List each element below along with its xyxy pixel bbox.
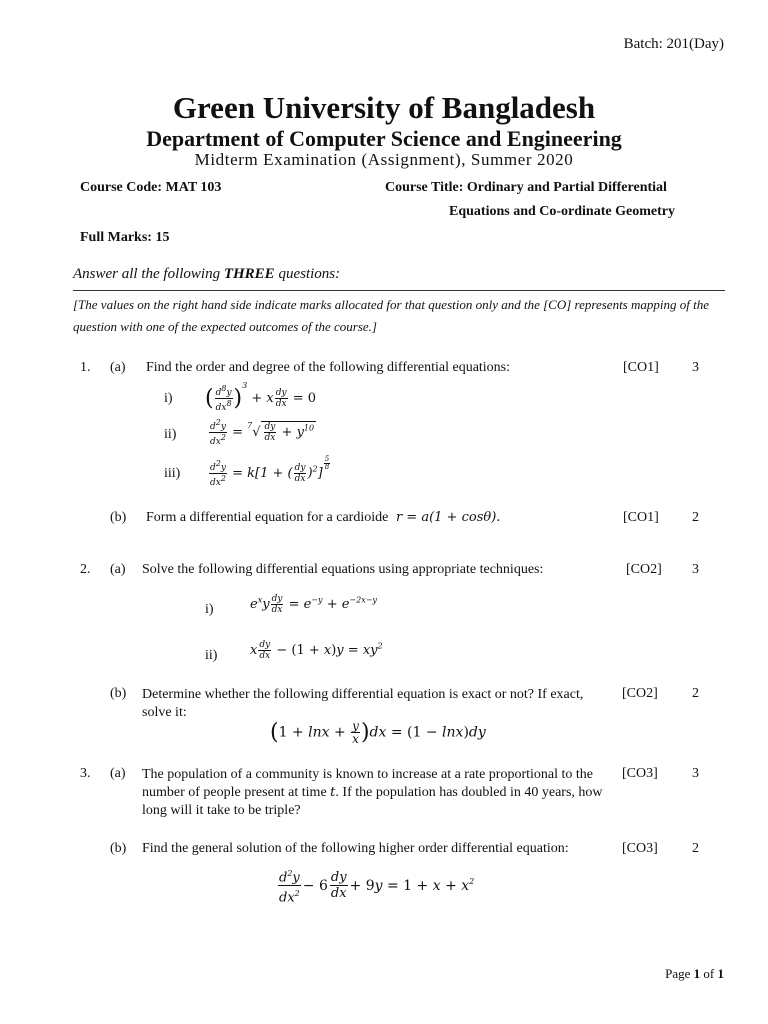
q3a-marks: 3 [692,766,699,781]
q1-number: 1. [80,360,91,375]
course-title-line1: Course Title: Ordinary and Partial Differential [385,180,667,195]
q3a-co: [CO3] [622,766,658,781]
q2b-label: (b) [110,686,127,701]
q1a-eq-iii: $\frac{d^2y}{dx^2}$ = k[1 + ( $\frac{dy}{dx}$ )$^2$] $\frac{5}{8}$ [210,455,330,488]
q1a-item-iii: iii) [164,466,181,481]
q2b-eq: (1 + lnx + $\frac{y}{x}$ )dx = (1 − lnx)dy [270,719,486,746]
q3b-text: Find the general solution of the following higher order differential equation: [142,841,569,856]
q3b-label: (b) [110,841,127,856]
q2b-co: [CO2] [622,686,658,701]
q2a-item-i: i) [205,602,214,617]
q1b-co: [CO1] [623,510,659,525]
q2a-co: [CO2] [626,562,662,577]
q2a-text: Solve the following differential equations using appropriate techniques: [142,562,544,577]
department-title: Department of Computer Science and Engineering [146,126,622,151]
page-number: Page 1 of 1 [665,966,724,981]
marks-note: [The values on the right hand side indicate marks allocated for that question only and the [CO] represents mapping of the question with one of the expected outcomes of the course.] [73,297,709,334]
q1b-text-wrap [146,510,500,526]
q1a-item-i: i) [164,391,173,406]
q2b-marks: 2 [692,686,699,701]
q2a-item-ii: ii) [205,648,218,663]
q1a-marks: 3 [692,360,699,375]
q2a-marks: 3 [692,562,699,577]
full-marks: Full Marks: 15 [80,230,170,245]
q1a-item-ii: ii) [164,427,177,442]
q2a-eq-ii: x $\frac{dy}{dx}$ − $(1 + x)y = xy^2$ [250,640,383,661]
q1b-eq: r = a(1 + cosθ). [391,510,501,525]
q1a-co: [CO1] [623,360,659,375]
exam-title: Midterm Examination (Assignment), Summer 2020 [194,150,574,169]
q2a-eq-i: $e^xy$ $\frac{dy}{dx}$ = $e^{-y} + e^{-2x-y}$ [250,594,377,615]
course-code: Course Code: MAT 103 [80,180,222,195]
q1a-eq-ii: $\frac{d^2y}{dx^2}$ = $^7$√ $\frac{dy}{dx}$ + $y^{10}$ [210,418,315,447]
batch-label: Batch: 201(Day) [623,36,724,52]
q3-number: 3. [80,766,91,781]
instruction-line: Answer all the following THREE questions: [73,266,341,282]
q3a-label: (a) [110,766,126,781]
q1a-label: (a) [110,360,126,375]
q3b-marks: 2 [692,841,699,856]
q2b-text: Determine whether the following differential equation is exact or not? If exact, solve it: [142,687,584,720]
q1b-marks: 2 [692,510,699,525]
q3b-eq: $\frac{d^2y}{dx^2}$ − 6 $\frac{dy}{dx}$ + $9y = 1 + x + x^2$ [276,866,474,906]
q3b-co: [CO3] [622,841,658,856]
q1a-eq-i: ( $\frac{d^8y}{dx^8}$ )$^3$ + x $\frac{dy}{dx}$ = 0 [205,381,317,413]
q3a-text: The population of a community is known to increase at a rate proportional to the number of people present at time t. If the population has doubled in 40 years, how long will it take to be triple? [142,767,603,818]
q1b-label: (b) [110,510,127,525]
q2a-label: (a) [110,562,126,577]
course-title-line2: Equations and Co-ordinate Geometry [449,204,675,219]
q1a-text: Find the order and degree of the following differential equations: [146,360,511,375]
university-title: Green University of Bangladesh [172,90,596,125]
q2-number: 2. [80,562,91,577]
instruction-rule [73,290,725,291]
q1b-text: Form a differential equation for a cardioide [146,510,389,525]
